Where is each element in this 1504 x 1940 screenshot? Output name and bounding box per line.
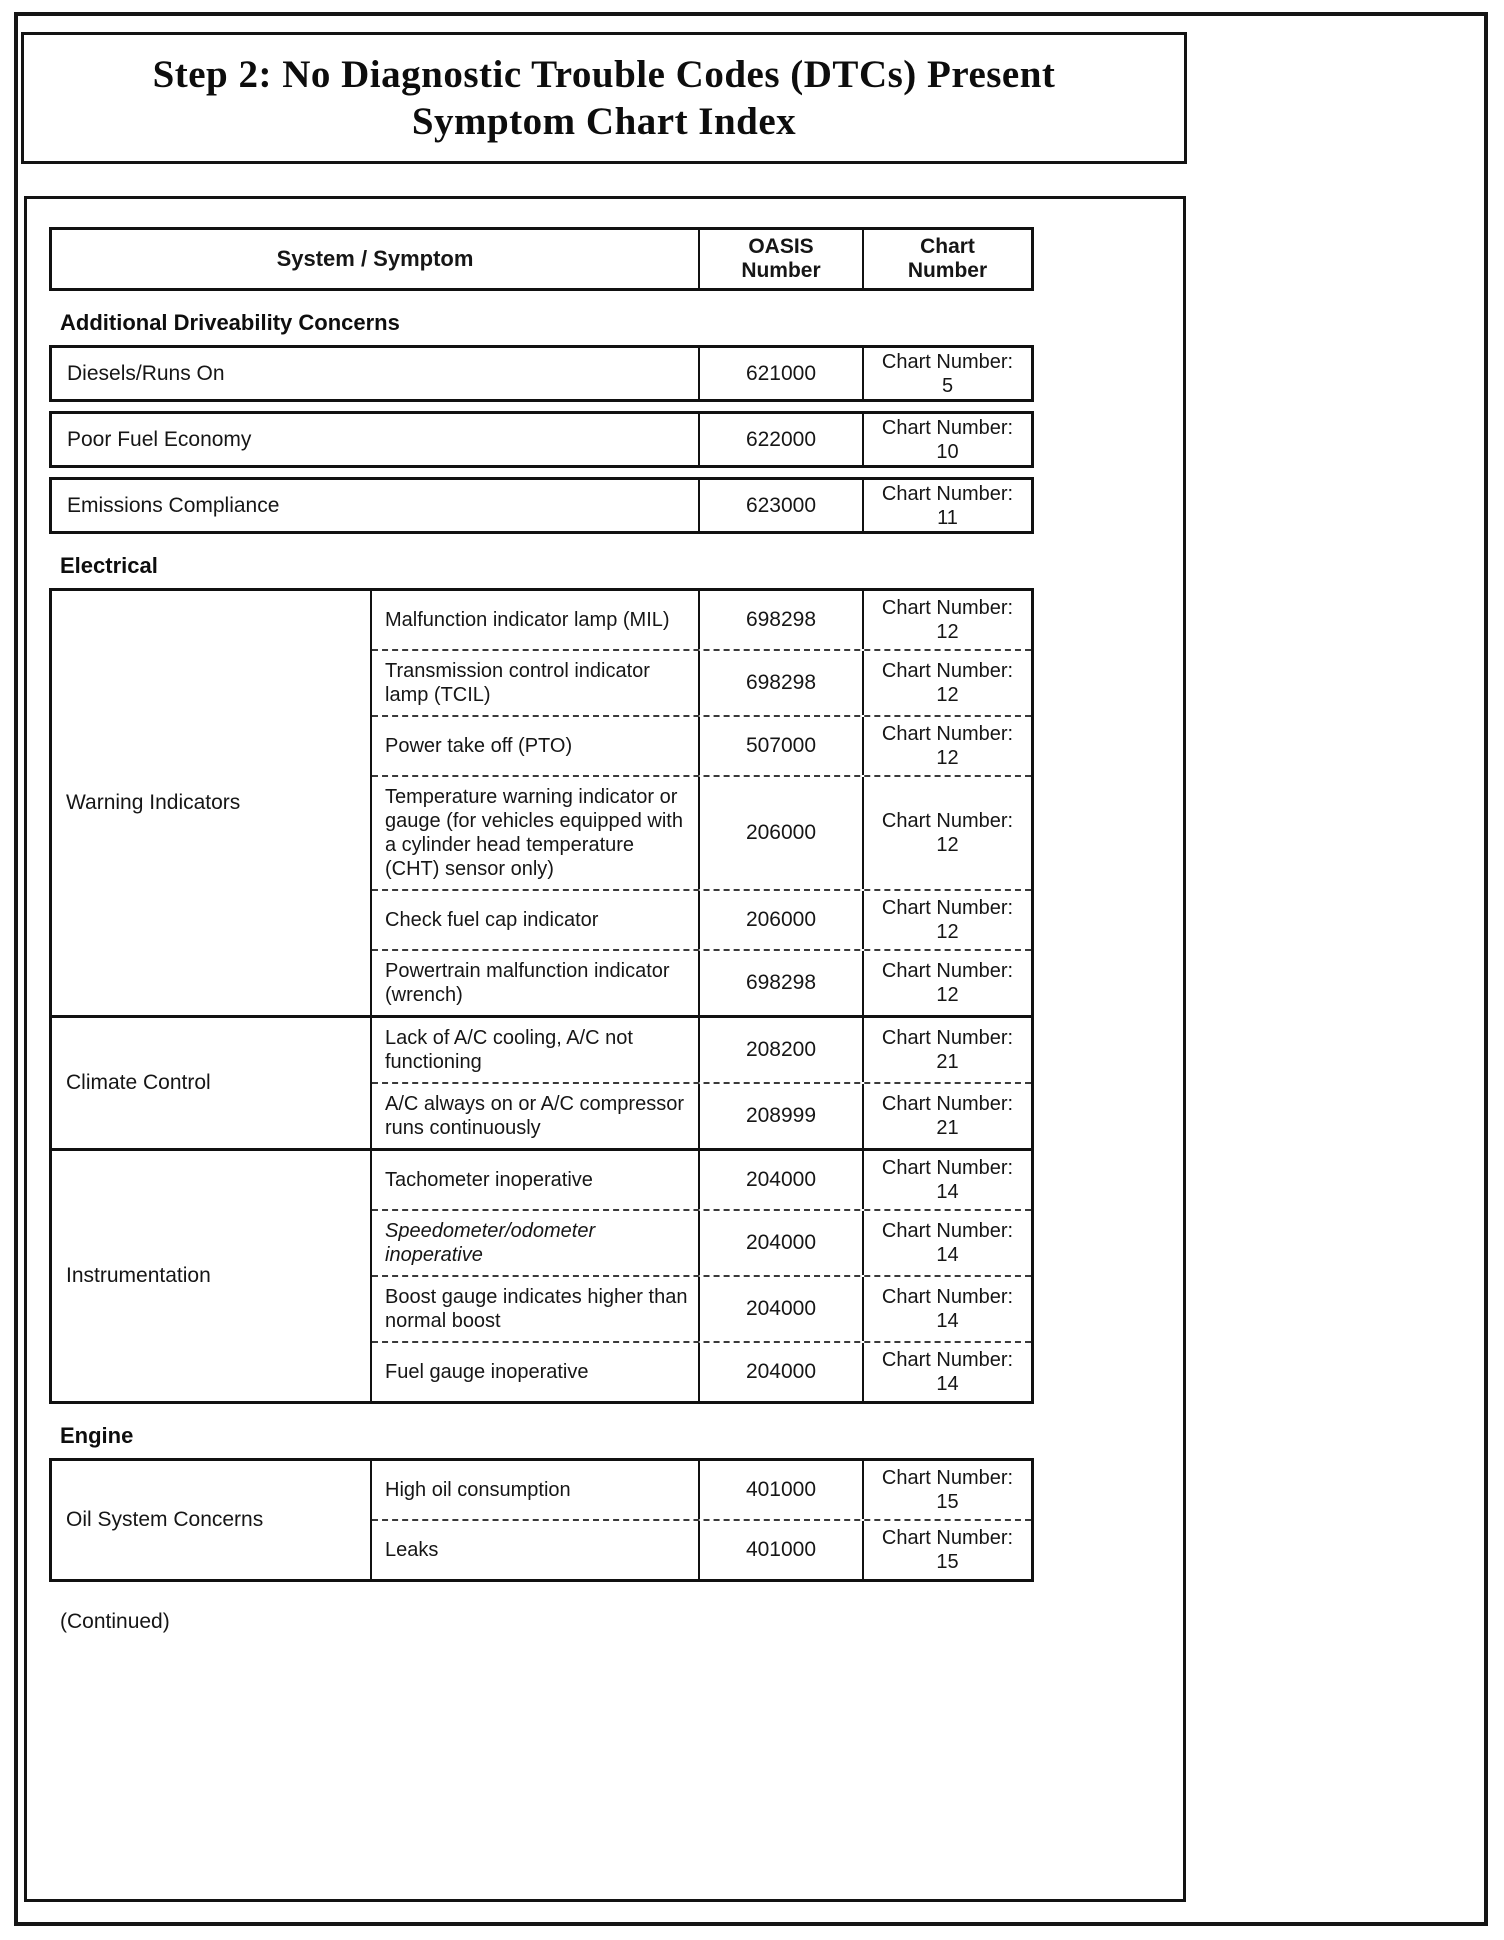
content-box: [24, 196, 1186, 1902]
header-oasis-number: [698, 230, 862, 288]
table-row: [49, 411, 1034, 468]
header-oasis-line1: OASIS: [748, 235, 814, 258]
chart-number-label: Chart Number:: [881, 1527, 1014, 1549]
chart-number-label: Chart Number:: [881, 350, 1014, 373]
oasis-number-cell: 206000: [698, 777, 862, 889]
oasis-number-cell: 698298: [698, 591, 862, 649]
symptom-cell: Fuel gauge inoperative: [385, 1361, 589, 1383]
group-warning-indicators: [49, 588, 1034, 1018]
chart-number-cell: [862, 777, 1031, 889]
section-label-engine: Engine: [60, 1423, 134, 1448]
table-row: [372, 591, 1031, 649]
table-row: [49, 345, 1034, 402]
table-row: [372, 889, 1031, 949]
chart-number-label: Chart Number:: [881, 897, 1014, 919]
chart-number-value: 12: [936, 621, 959, 643]
oasis-number-cell: 204000: [698, 1211, 862, 1275]
oasis-number-cell: 204000: [698, 1277, 862, 1341]
table-row: [372, 1151, 1031, 1209]
oasis-number-cell: 208999: [698, 1084, 862, 1148]
chart-number-value: 21: [936, 1051, 959, 1073]
group-rows: [372, 1151, 1031, 1401]
chart-number-cell: [862, 480, 1031, 531]
chart-number-label: Chart Number:: [881, 597, 1014, 619]
table-header-row: [49, 227, 1034, 291]
table-row: [372, 775, 1031, 889]
oasis-number-cell: 507000: [698, 717, 862, 775]
symptom-cell: Lack of A/C cooling, A/C not functioning: [385, 1027, 633, 1073]
group-label: Warning Indicators: [52, 591, 372, 1015]
chart-number-value: 10: [936, 440, 959, 463]
header-chart-line1: Chart: [920, 235, 975, 258]
symptom-cell: High oil consumption: [385, 1479, 571, 1501]
table-row: [372, 949, 1031, 1015]
chart-number-value: 14: [936, 1373, 959, 1395]
chart-number-label: Chart Number:: [881, 810, 1014, 832]
chart-number-cell: [862, 651, 1031, 715]
chart-number-label: Chart Number:: [881, 416, 1014, 439]
symptom-cell: Speedometer/odometer inoperative: [385, 1220, 596, 1266]
symptom-cell: A/C always on or A/C compressor runs continuously: [385, 1093, 684, 1139]
symptom-cell: Leaks: [385, 1539, 439, 1561]
chart-number-cell: [862, 717, 1031, 775]
group-label: Climate Control: [52, 1018, 372, 1148]
chart-number-label: Chart Number:: [881, 1157, 1014, 1179]
continued-note: (Continued): [60, 1610, 170, 1633]
group-oil-system-concerns: [49, 1458, 1034, 1582]
chart-number-value: 14: [936, 1310, 959, 1332]
symptom-cell: Malfunction indicator lamp (MIL): [385, 609, 670, 631]
chart-number-value: 21: [936, 1117, 959, 1139]
chart-number-value: 11: [937, 506, 958, 529]
chart-number-cell: [862, 348, 1031, 399]
oasis-number-cell: 623000: [698, 480, 862, 531]
symptom-cell: Boost gauge indicates higher than normal boost: [385, 1286, 688, 1332]
chart-number-value: 12: [936, 984, 959, 1006]
symptom-chart-table: [49, 227, 1034, 1634]
chart-number-cell: [862, 1521, 1031, 1579]
table-row: [372, 1275, 1031, 1341]
group-label: Instrumentation: [52, 1151, 372, 1401]
symptom-cell: Transmission control indicator lamp (TCIL): [385, 660, 650, 706]
chart-number-cell: [862, 1151, 1031, 1209]
chart-number-cell: [862, 1461, 1031, 1519]
section-label-additional-driveability-concerns: Additional Driveability Concerns: [60, 310, 400, 335]
table-row: [49, 477, 1034, 534]
symptom-cell: Powertrain malfunction indicator (wrench): [385, 960, 670, 1006]
table-row: [372, 1519, 1031, 1579]
chart-number-cell: [862, 1211, 1031, 1275]
oasis-number-cell: 401000: [698, 1521, 862, 1579]
group-label: Oil System Concerns: [52, 1461, 372, 1579]
chart-number-label: Chart Number:: [881, 1093, 1014, 1115]
header-oasis-line2: Number: [741, 259, 821, 282]
chart-number-value: 14: [936, 1244, 959, 1266]
section-label-electrical: Electrical: [60, 553, 158, 578]
chart-number-label: Chart Number:: [881, 660, 1014, 682]
header-system-symptom: System / Symptom: [276, 246, 474, 271]
oasis-number-cell: 622000: [698, 414, 862, 465]
symptom-cell: Diesels/Runs On: [67, 361, 225, 385]
chart-number-cell: [862, 1084, 1031, 1148]
header-chart-line2: Number: [907, 259, 988, 282]
symptom-cell: Poor Fuel Economy: [67, 427, 252, 451]
chart-number-cell: [862, 414, 1031, 465]
chart-number-label: Chart Number:: [881, 723, 1014, 745]
title-box: [21, 32, 1187, 164]
chart-number-value: 12: [936, 921, 959, 943]
symptom-cell: Temperature warning indicator or gauge (for vehicles equipped with a cylinder head temperature (CHT) sensor only): [385, 786, 683, 880]
chart-number-value: 5: [941, 374, 954, 397]
page-title-line2: Symptom Chart Index: [411, 100, 797, 143]
table-row: [372, 1018, 1031, 1082]
symptom-cell: Emissions Compliance: [67, 493, 280, 517]
oasis-number-cell: 698298: [698, 651, 862, 715]
symptom-cell: Check fuel cap indicator: [385, 909, 599, 931]
chart-number-label: Chart Number:: [881, 482, 1014, 505]
group-climate-control: [49, 1015, 1034, 1151]
group-rows: [372, 1018, 1031, 1148]
chart-number-cell: [862, 1343, 1031, 1401]
chart-number-label: Chart Number:: [881, 1467, 1014, 1489]
oasis-number-cell: 206000: [698, 891, 862, 949]
page-title-line1: Step 2: No Diagnostic Trouble Codes (DTCs) Present: [152, 53, 1056, 96]
oasis-number-cell: 401000: [698, 1461, 862, 1519]
table-row: [372, 1461, 1031, 1519]
table-row: [372, 715, 1031, 775]
group-rows: [372, 591, 1031, 1015]
chart-number-value: 15: [936, 1551, 959, 1573]
chart-number-cell: [862, 1277, 1031, 1341]
chart-number-label: Chart Number:: [881, 1027, 1014, 1049]
header-chart-number: [862, 230, 1031, 288]
symptom-cell: Tachometer inoperative: [385, 1169, 593, 1191]
chart-number-value: 12: [936, 834, 959, 856]
chart-number-value: 12: [936, 684, 959, 706]
oasis-number-cell: 208200: [698, 1018, 862, 1082]
table-row: [372, 1082, 1031, 1148]
chart-number-cell: [862, 1018, 1031, 1082]
chart-number-label: Chart Number:: [881, 1349, 1014, 1371]
chart-number-cell: [862, 891, 1031, 949]
page-border: [14, 12, 1488, 1926]
chart-number-label: Chart Number:: [881, 1286, 1014, 1308]
oasis-number-cell: 698298: [698, 951, 862, 1015]
chart-number-label: Chart Number:: [881, 1220, 1014, 1242]
chart-number-value: 15: [936, 1491, 959, 1513]
table-row: [372, 1209, 1031, 1275]
chart-number-value: 14: [936, 1181, 959, 1203]
chart-number-label: Chart Number:: [881, 960, 1014, 982]
chart-number-value: 12: [936, 747, 959, 769]
table-row: [372, 1341, 1031, 1401]
group-instrumentation: [49, 1148, 1034, 1404]
oasis-number-cell: 204000: [698, 1151, 862, 1209]
symptom-cell: Power take off (PTO): [385, 735, 573, 757]
chart-number-cell: [862, 951, 1031, 1015]
chart-number-cell: [862, 591, 1031, 649]
table-row: [372, 649, 1031, 715]
group-rows: [372, 1461, 1031, 1579]
oasis-number-cell: 621000: [698, 348, 862, 399]
oasis-number-cell: 204000: [698, 1343, 862, 1401]
